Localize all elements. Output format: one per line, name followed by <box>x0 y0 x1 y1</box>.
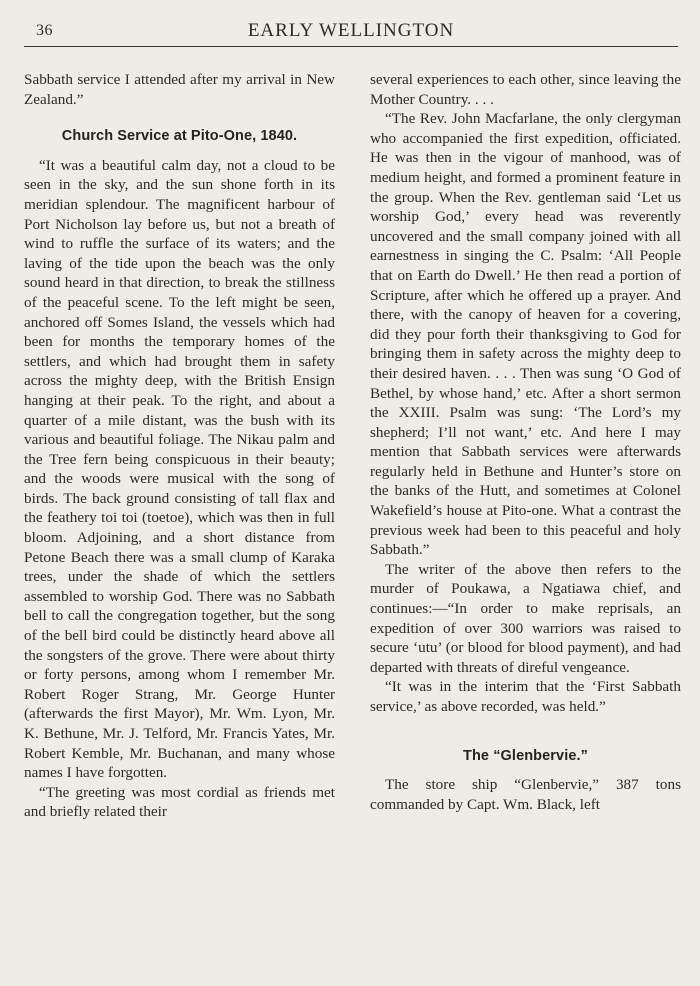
left-column <box>24 70 335 822</box>
page-header <box>24 18 678 47</box>
paragraph-store-ship: The store ship “Glenbervie,” 387 tons commanded by Capt. Wm. Black, left <box>370 776 681 813</box>
paragraph-macfarlane: “The Rev. John Macfarlane, the only clergyman who accompanied the first expedition, officiated. He was then in the vigour of manhood, was of medium height, and formed a prominent feature in the group. When the Rev. gentleman said ‘Let us worship God,’ every head was reverently uncovered and the small company joined with all earnestness in singing the C. Psalm: ‘All People that on Earth do Dwell.’ He then read a portion of Scripture, after which he offered up a prayer. And there, with the canopy of heaven for a covering, did they pour forth their thanksgiving to God for bringing them in safety across the mighty deep to their desired haven. . . . Then was sung ‘O God of Bethel, by whose hand,’ etc. After a short sermon the XXIII. Psalm was sung: ‘The Lord’s my shepherd; I’ll not want,’ etc. And here I may mention that Sabbath services were afterwards regularly held in Bethune and Hunter’s store on the banks of the Hutt, and sometimes at Colonel Wakefield’s house at Pito-one. What a contrast the previous week had been to this peaceful and holy Sabbath.” <box>370 110 681 559</box>
paragraph-writer: The writer of the above then refers to the murder of Poukawa, a Ngatiawa chief, and continues:—“In order to make reprisals, an expedition of over 300 warriors was raised to secure ‘utu’ (or blood for blood payment), and had departed with threats of direful vengeance. <box>370 560 681 676</box>
page-number: 36 <box>36 22 53 39</box>
paragraph-continuation: several experiences to each other, since leaving the Mother Country. . . . <box>370 71 681 108</box>
right-column <box>370 70 681 814</box>
paragraph-calm-day: “It was a beautiful calm day, not a cloud to be seen in the sky, and the sun shone forth in its meridian splendour. The magnificent harbour of Port Nicholson lay before us, but not a breath of wind to ruffle the surface of its waters; and the laving of the tide upon the beach was the only sound heard in that direction, to break the stillness of the peaceful scene. To the left might be seen, anchored off Somes Island, the vessels which had been for months the temporary homes of the settlers, and which had brought them in safety across the mighty deep, with the British Ensign hanging at their peak. To the right, and about a quarter of a mile distant, was the bush with its various and beautiful foliage. The Nikau palm and the Tree fern being conspicuous in their beauty; and the woods were musical with the song of birds. The back ground consisting of tall flax and the feathery toi toi (toetoe), which was then in full bloom. Adjoining, and a short distance from Petone Beach there was a small clump of Karaka trees, under the shade of which the settlers assembled to worship God. There was no Sabbath bell to call the congregation together, but the song of the bell bird could be distinctly heard above all the songsters of the grove. There were about thirty or forty persons, among whom I remember Mr. Robert Roger Strang, Mr. George Hunter (afterwards the first Mayor), Mr. Wm. Lyon, Mr. K. Bethune, Mr. J. Telford, Mr. Francis Yates, Mr. Robert Kemble, Mr. Buchanan, and many whose names I have forgotten. <box>24 156 335 782</box>
section-heading-glenbervie: The “Glenbervie.” <box>463 747 588 764</box>
running-title: EARLY WELLINGTON <box>247 20 455 41</box>
paragraph-interim: “It was in the interim that the ‘First Sabbath service,’ as above recorded, was held.” <box>370 678 681 715</box>
paragraph-greeting: “The greeting was most cordial as friends met and briefly related their <box>24 783 335 821</box>
paragraph-continuation: Sabbath service I attended after my arrival in New Zealand.” <box>24 71 335 108</box>
section-heading-church-service: Church Service at Pito-One, 1840. <box>61 128 298 145</box>
